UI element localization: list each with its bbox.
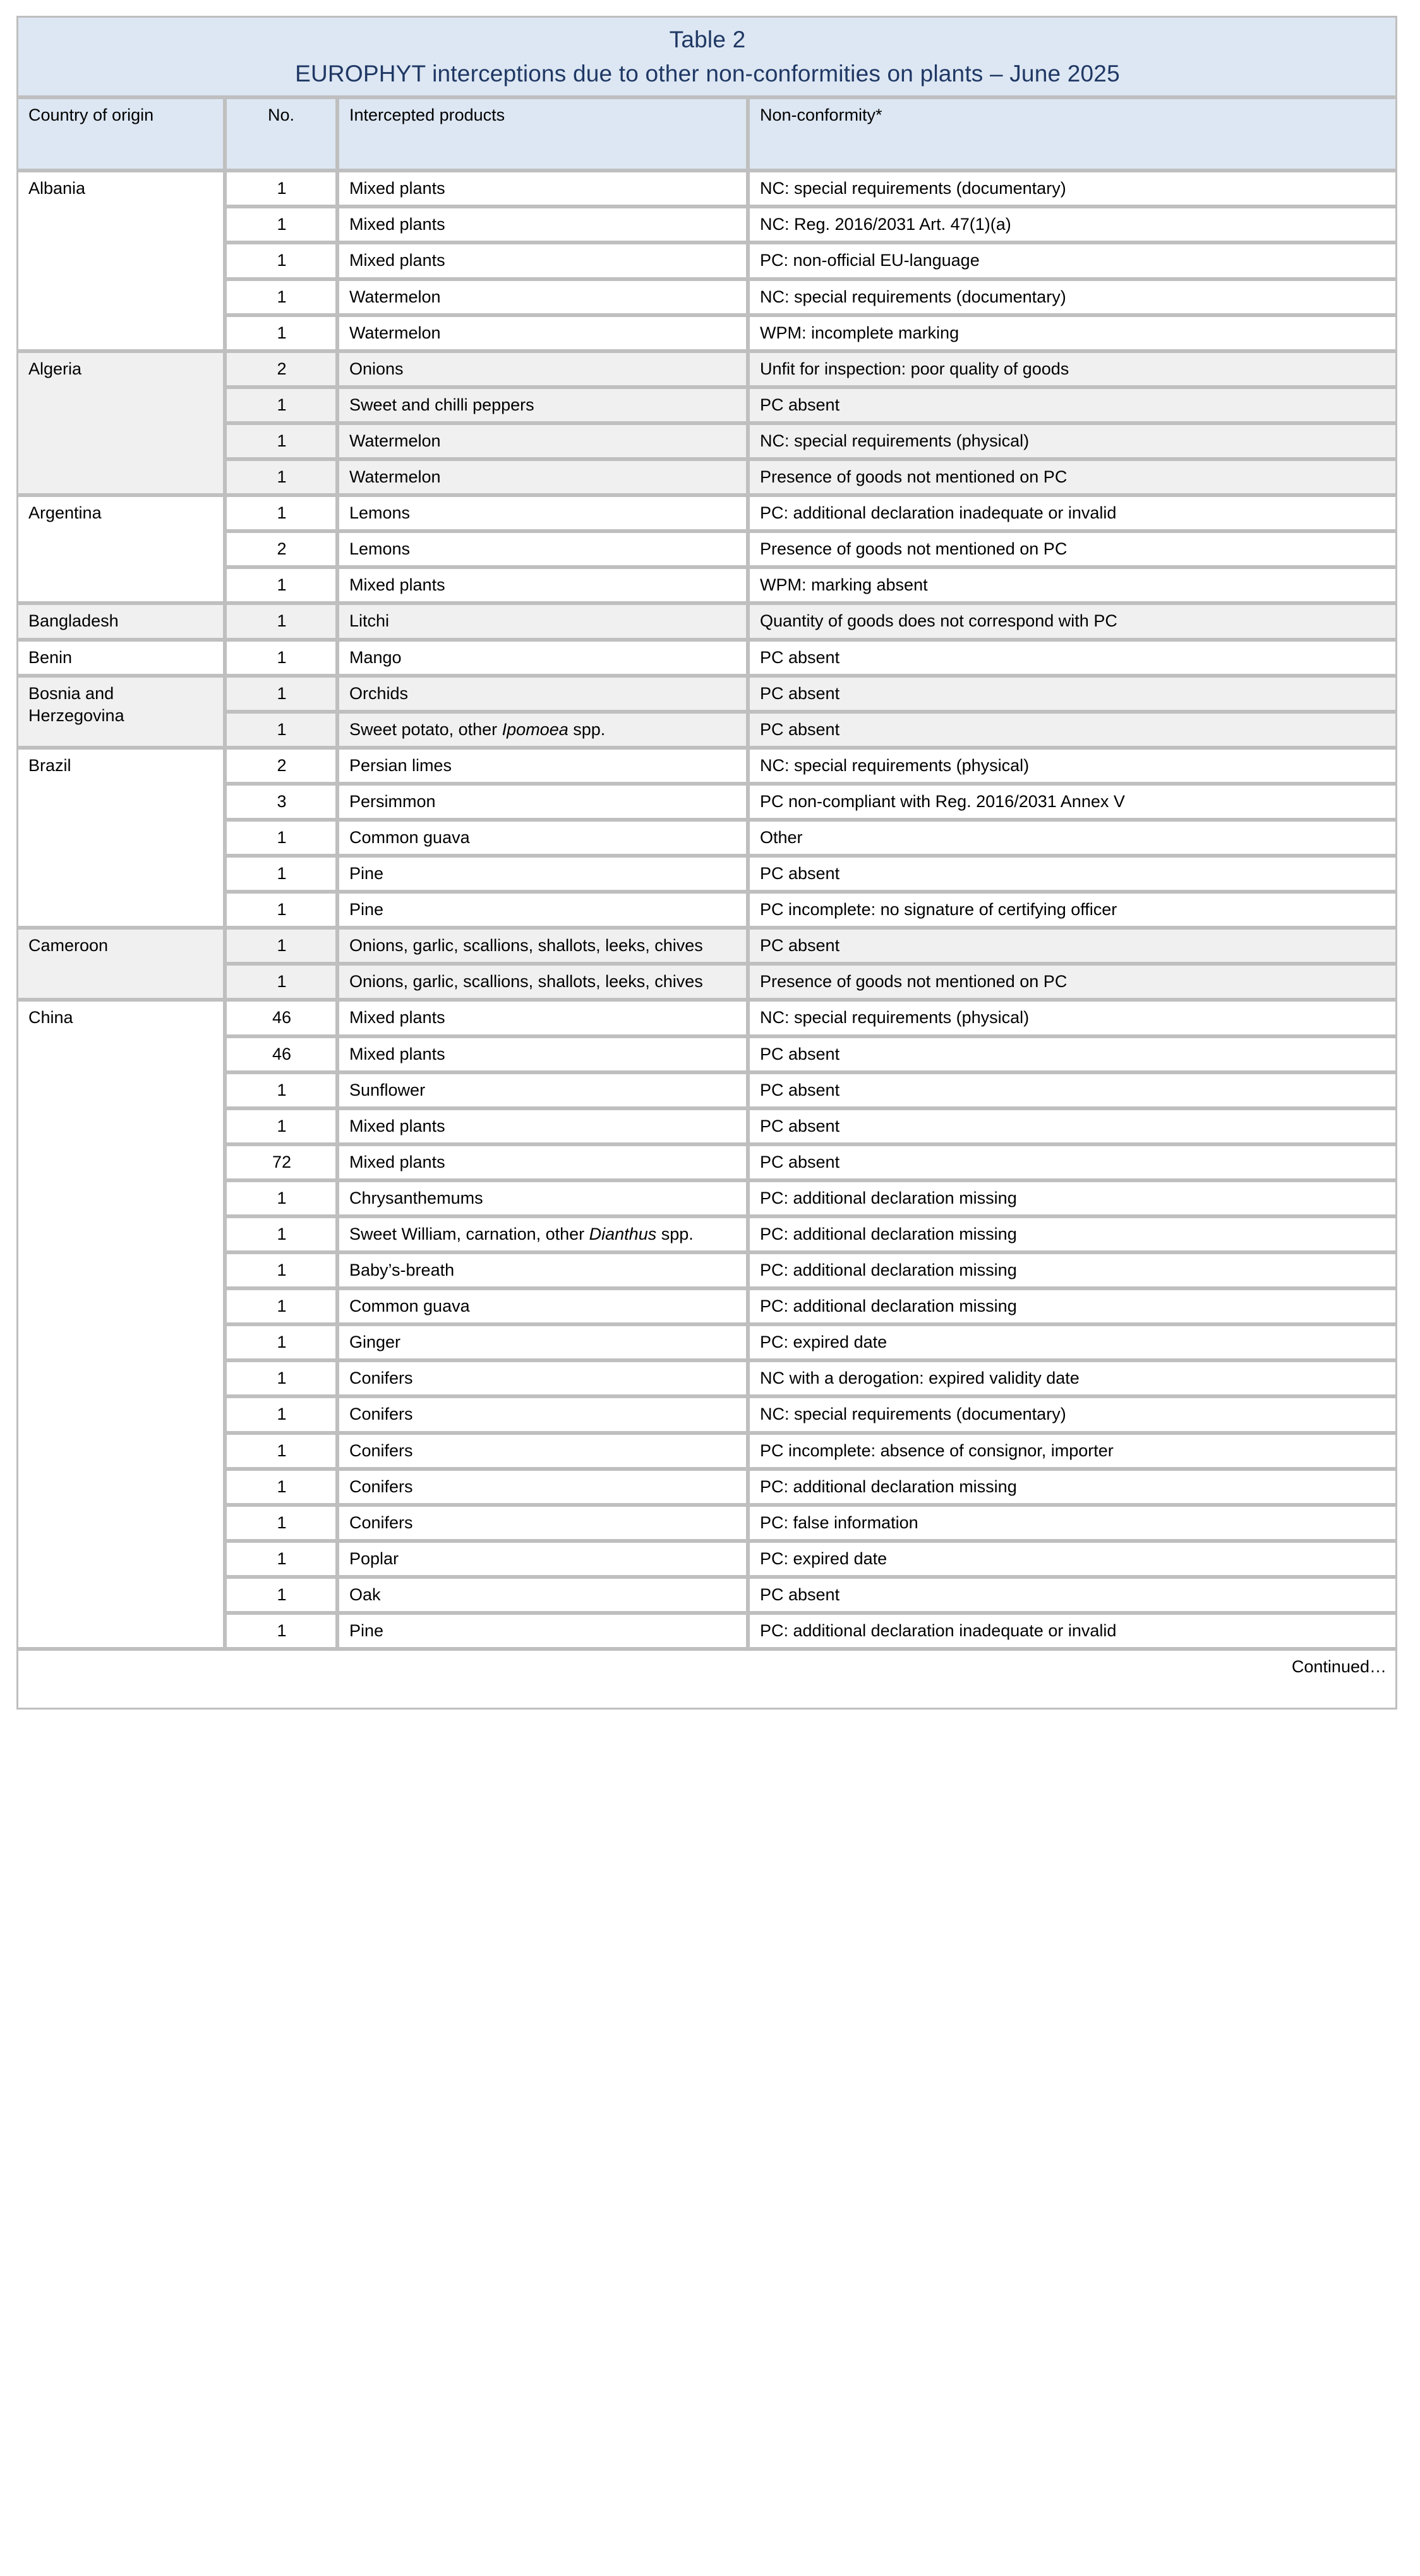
cell-non-conformity: Presence of goods not mentioned on PC (748, 459, 1397, 495)
cell-non-conformity: PC: additional declaration missing (748, 1216, 1397, 1252)
cell-count: 1 (225, 1216, 337, 1252)
cell-count: 1 (225, 1541, 337, 1577)
cell-non-conformity: PC absent (748, 856, 1397, 892)
cell-intercepted-product: Onions (337, 351, 748, 387)
cell-intercepted-product: Orchids (337, 676, 748, 712)
cell-count: 46 (225, 1000, 337, 1036)
cell-non-conformity: Unfit for inspection: poor quality of goods (748, 351, 1397, 387)
cell-intercepted-product: Conifers (337, 1469, 748, 1505)
cell-intercepted-product: Conifers (337, 1396, 748, 1432)
cell-non-conformity: NC: special requirements (documentary) (748, 171, 1397, 207)
cell-intercepted-product: Chrysanthemums (337, 1180, 748, 1216)
cell-count: 1 (225, 459, 337, 495)
cell-non-conformity: NC: special requirements (physical) (748, 1000, 1397, 1036)
column-header-nonconformity: Non-conformity* (748, 97, 1397, 171)
table-row (16, 603, 1397, 639)
cell-intercepted-product: Ginger (337, 1324, 748, 1360)
cell-country-of-origin: Algeria (16, 351, 225, 495)
table-row (16, 748, 1397, 784)
cell-count: 2 (225, 748, 337, 784)
cell-intercepted-product: Onions, garlic, scallions, shallots, leeks, chives (337, 964, 748, 1000)
cell-count: 1 (225, 171, 337, 207)
cell-non-conformity: PC: additional declaration missing (748, 1252, 1397, 1288)
cell-country-of-origin: Cameroon (16, 928, 225, 1000)
cell-intercepted-product: Litchi (337, 603, 748, 639)
cell-non-conformity: Quantity of goods does not correspond with PC (748, 603, 1397, 639)
column-header-products: Intercepted products (337, 97, 748, 171)
cell-intercepted-product: Conifers (337, 1505, 748, 1541)
cell-count: 3 (225, 784, 337, 820)
cell-intercepted-product: Sweet potato, other Ipomoea spp. (337, 712, 748, 748)
cell-intercepted-product: Watermelon (337, 315, 748, 351)
cell-intercepted-product: Mixed plants (337, 1036, 748, 1072)
column-header-no: No. (225, 97, 337, 171)
cell-non-conformity: PC absent (748, 712, 1397, 748)
cell-count: 1 (225, 279, 337, 315)
cell-intercepted-product: Mixed plants (337, 243, 748, 279)
cell-count: 72 (225, 1144, 337, 1180)
cell-count: 1 (225, 712, 337, 748)
cell-count: 2 (225, 351, 337, 387)
cell-country-of-origin: Brazil (16, 748, 225, 928)
cell-non-conformity: Other (748, 820, 1397, 856)
cell-count: 1 (225, 928, 337, 964)
cell-count: 1 (225, 964, 337, 1000)
cell-count: 1 (225, 207, 337, 243)
cell-non-conformity: Presence of goods not mentioned on PC (748, 531, 1397, 567)
cell-intercepted-product: Persimmon (337, 784, 748, 820)
cell-intercepted-product: Mixed plants (337, 1144, 748, 1180)
europhyt-interceptions-table (16, 16, 1397, 1710)
cell-non-conformity: PC absent (748, 387, 1397, 423)
table-row (16, 640, 1397, 676)
cell-count: 1 (225, 387, 337, 423)
scientific-name: Dianthus (589, 1225, 657, 1243)
table-row (16, 1000, 1397, 1036)
cell-count: 1 (225, 243, 337, 279)
cell-intercepted-product: Common guava (337, 1288, 748, 1324)
cell-non-conformity: PC: additional declaration missing (748, 1469, 1397, 1505)
cell-non-conformity: PC incomplete: absence of consignor, importer (748, 1433, 1397, 1469)
cell-non-conformity: NC: special requirements (physical) (748, 748, 1397, 784)
cell-intercepted-product: Pine (337, 856, 748, 892)
cell-non-conformity: PC: additional declaration missing (748, 1288, 1397, 1324)
cell-country-of-origin: Bosnia and Herzegovina (16, 676, 225, 748)
cell-non-conformity: PC: additional declaration inadequate or invalid (748, 1613, 1397, 1649)
cell-non-conformity: PC incomplete: no signature of certifying officer (748, 892, 1397, 928)
cell-intercepted-product: Sunflower (337, 1072, 748, 1108)
cell-intercepted-product: Mixed plants (337, 1000, 748, 1036)
cell-intercepted-product: Mixed plants (337, 567, 748, 603)
cell-count: 1 (225, 1360, 337, 1396)
cell-count: 1 (225, 423, 337, 459)
table-row (16, 351, 1397, 387)
cell-non-conformity: PC absent (748, 1108, 1397, 1144)
cell-non-conformity: PC absent (748, 676, 1397, 712)
cell-intercepted-product: Sweet William, carnation, other Dianthus spp. (337, 1216, 748, 1252)
cell-intercepted-product: Mango (337, 640, 748, 676)
cell-non-conformity: PC absent (748, 1577, 1397, 1613)
table-caption: EUROPHYT interceptions due to other non-conformities on plants – June 2025 (295, 60, 1120, 87)
cell-intercepted-product: Mixed plants (337, 171, 748, 207)
table-row (16, 495, 1397, 531)
cell-country-of-origin: Albania (16, 171, 225, 350)
cell-count: 1 (225, 1505, 337, 1541)
cell-intercepted-product: Oak (337, 1577, 748, 1613)
cell-intercepted-product: Lemons (337, 495, 748, 531)
cell-intercepted-product: Mixed plants (337, 207, 748, 243)
column-header-country: Country of origin (16, 97, 225, 171)
table-row (16, 171, 1397, 207)
cell-non-conformity: PC absent (748, 928, 1397, 964)
cell-non-conformity: PC absent (748, 640, 1397, 676)
cell-intercepted-product: Watermelon (337, 279, 748, 315)
cell-count: 1 (225, 892, 337, 928)
cell-count: 46 (225, 1036, 337, 1072)
table-footer-row (16, 1649, 1397, 1710)
cell-count: 1 (225, 640, 337, 676)
cell-non-conformity: WPM: incomplete marking (748, 315, 1397, 351)
cell-count: 1 (225, 1072, 337, 1108)
table-row (16, 928, 1397, 964)
cell-count: 1 (225, 495, 337, 531)
cell-count: 1 (225, 820, 337, 856)
cell-non-conformity: NC: Reg. 2016/2031 Art. 47(1)(a) (748, 207, 1397, 243)
cell-count: 1 (225, 567, 337, 603)
cell-non-conformity: NC: special requirements (documentary) (748, 279, 1397, 315)
cell-count: 1 (225, 1613, 337, 1649)
cell-non-conformity: PC: non-official EU-language (748, 243, 1397, 279)
cell-count: 2 (225, 531, 337, 567)
cell-country-of-origin: Argentina (16, 495, 225, 603)
cell-non-conformity: PC: expired date (748, 1324, 1397, 1360)
cell-non-conformity: PC absent (748, 1072, 1397, 1108)
cell-country-of-origin: Bangladesh (16, 603, 225, 639)
table-title-cell (16, 16, 1397, 97)
cell-non-conformity: PC: additional declaration inadequate or invalid (748, 495, 1397, 531)
cell-count: 1 (225, 1252, 337, 1288)
cell-intercepted-product: Pine (337, 892, 748, 928)
cell-intercepted-product: Watermelon (337, 423, 748, 459)
cell-intercepted-product: Lemons (337, 531, 748, 567)
cell-count: 1 (225, 603, 337, 639)
cell-non-conformity: Presence of goods not mentioned on PC (748, 964, 1397, 1000)
table-title-row (16, 16, 1397, 97)
cell-count: 1 (225, 676, 337, 712)
table-number-label: Table 2 (669, 27, 746, 52)
cell-intercepted-product: Conifers (337, 1433, 748, 1469)
cell-non-conformity: PC non-compliant with Reg. 2016/2031 Annex V (748, 784, 1397, 820)
cell-intercepted-product: Watermelon (337, 459, 748, 495)
cell-non-conformity: PC absent (748, 1144, 1397, 1180)
cell-count: 1 (225, 1396, 337, 1432)
table-header-row (16, 97, 1397, 171)
cell-count: 1 (225, 856, 337, 892)
cell-country-of-origin: China (16, 1000, 225, 1649)
cell-intercepted-product: Persian limes (337, 748, 748, 784)
cell-count: 1 (225, 1577, 337, 1613)
cell-country-of-origin: Benin (16, 640, 225, 676)
cell-non-conformity: WPM: marking absent (748, 567, 1397, 603)
cell-count: 1 (225, 1433, 337, 1469)
cell-count: 1 (225, 1180, 337, 1216)
continued-label: Continued… (16, 1649, 1397, 1710)
cell-intercepted-product: Baby’s-breath (337, 1252, 748, 1288)
cell-non-conformity: PC: expired date (748, 1541, 1397, 1577)
cell-non-conformity: NC: special requirements (documentary) (748, 1396, 1397, 1432)
cell-intercepted-product: Poplar (337, 1541, 748, 1577)
cell-count: 1 (225, 1469, 337, 1505)
cell-intercepted-product: Conifers (337, 1360, 748, 1396)
cell-intercepted-product: Onions, garlic, scallions, shallots, leeks, chives (337, 928, 748, 964)
cell-intercepted-product: Mixed plants (337, 1108, 748, 1144)
scientific-name: Ipomoea (502, 719, 569, 739)
cell-non-conformity: PC absent (748, 1036, 1397, 1072)
table-row (16, 676, 1397, 712)
cell-count: 1 (225, 1288, 337, 1324)
cell-intercepted-product: Pine (337, 1613, 748, 1649)
cell-intercepted-product: Sweet and chilli peppers (337, 387, 748, 423)
cell-count: 1 (225, 1324, 337, 1360)
cell-non-conformity: PC: false information (748, 1505, 1397, 1541)
cell-count: 1 (225, 315, 337, 351)
cell-non-conformity: NC: special requirements (physical) (748, 423, 1397, 459)
cell-non-conformity: PC: additional declaration missing (748, 1180, 1397, 1216)
cell-count: 1 (225, 1108, 337, 1144)
cell-non-conformity: NC with a derogation: expired validity date (748, 1360, 1397, 1396)
cell-intercepted-product: Common guava (337, 820, 748, 856)
